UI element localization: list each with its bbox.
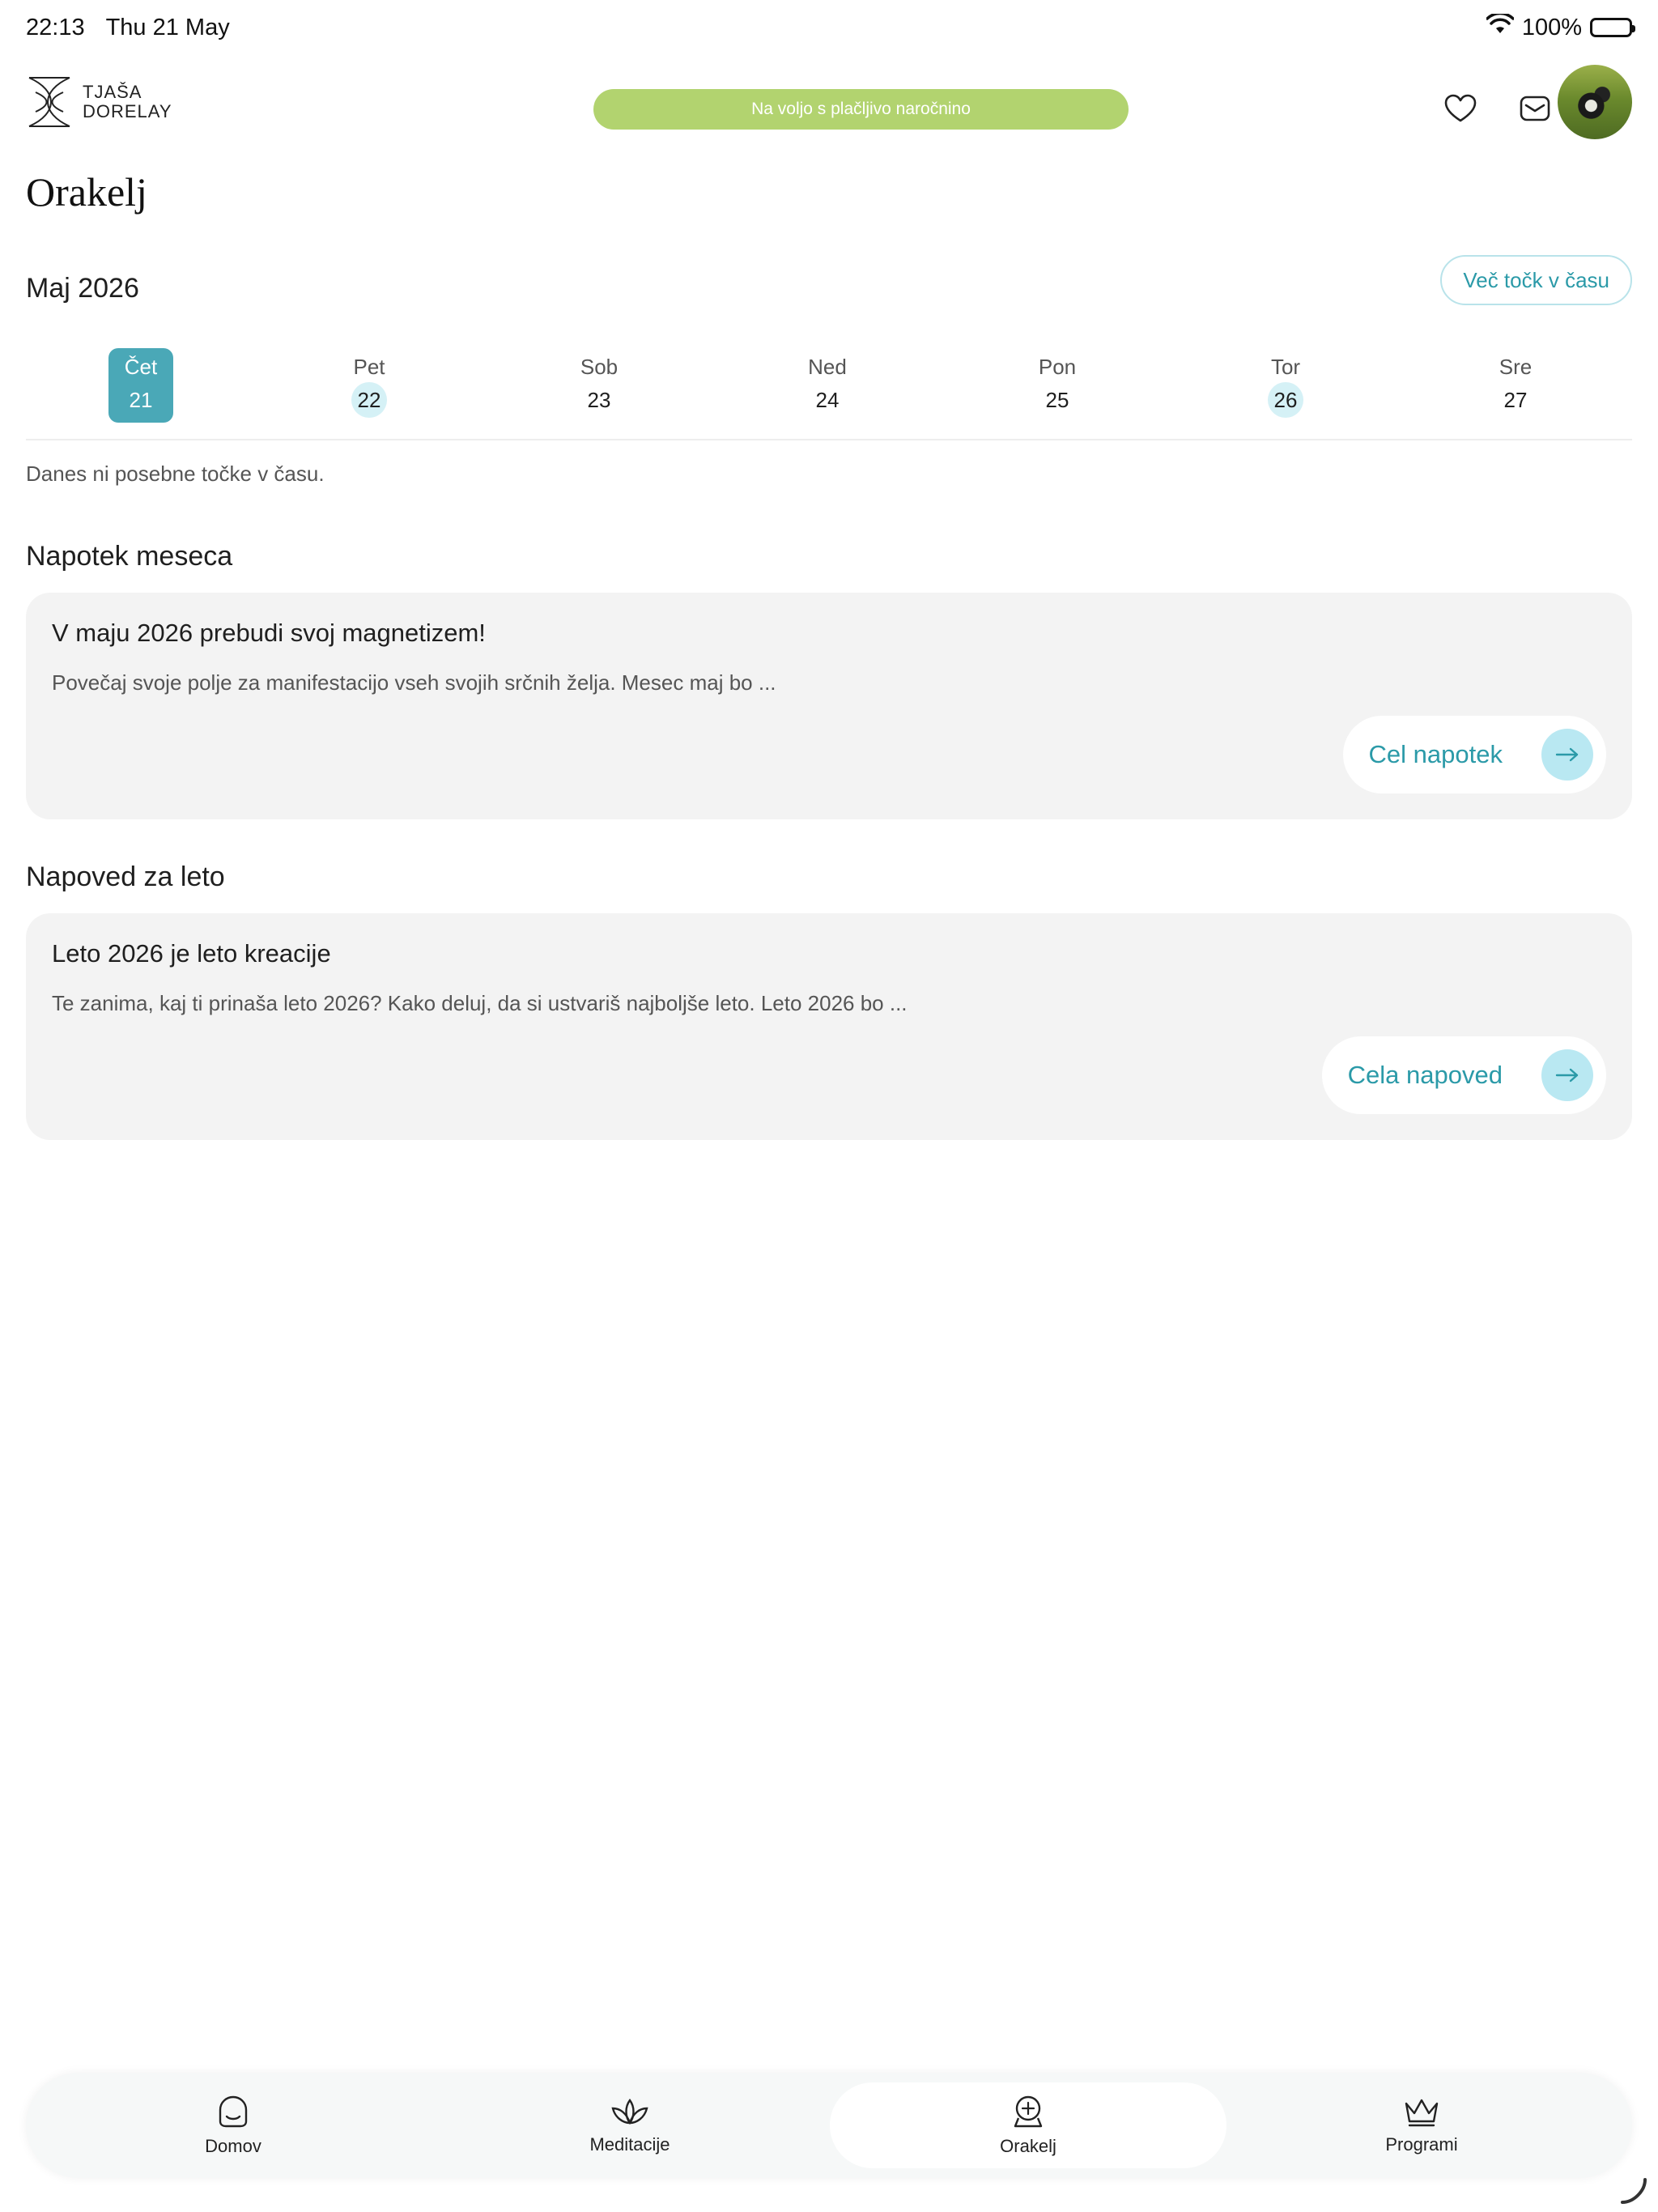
header bbox=[26, 65, 1632, 146]
logo-mark-icon bbox=[26, 74, 73, 130]
resize-handle-icon bbox=[1618, 2175, 1650, 2207]
full-forecast-button[interactable] bbox=[1322, 1036, 1606, 1114]
month-label: Maj 2026 bbox=[26, 273, 139, 304]
battery-icon bbox=[1590, 18, 1632, 37]
day-item[interactable] bbox=[337, 348, 402, 423]
no-time-point-note: Danes ni posebne točke v času. bbox=[26, 462, 325, 486]
favorites-button[interactable] bbox=[1439, 87, 1482, 130]
status-time: 22:13 bbox=[26, 14, 85, 40]
arrow-right-icon bbox=[1541, 729, 1593, 781]
subscription-badge[interactable]: Na voljo s plačljivo naročnino bbox=[593, 89, 1129, 130]
logo-line2: DORELAY bbox=[83, 101, 172, 121]
tab-meditations[interactable] bbox=[432, 2082, 828, 2168]
day-number: 23 bbox=[587, 388, 611, 412]
battery-percent: 100% bbox=[1521, 14, 1582, 40]
tab-oracle[interactable] bbox=[830, 2082, 1226, 2168]
day-item[interactable] bbox=[108, 348, 173, 423]
day-name: Čet bbox=[124, 355, 158, 379]
month-tip-title: V maju 2026 prebudi svoj magnetizem! bbox=[52, 619, 486, 647]
tab-home[interactable] bbox=[35, 2082, 432, 2168]
arrow-right-icon bbox=[1541, 1049, 1593, 1101]
day-number: 26 bbox=[1268, 382, 1303, 418]
crystal-ball-icon bbox=[1010, 2094, 1046, 2129]
month-tip-heading: Napotek meseca bbox=[26, 541, 233, 572]
day-name: Ned bbox=[808, 355, 847, 379]
messages-button[interactable] bbox=[1514, 87, 1556, 130]
day-item[interactable] bbox=[1025, 348, 1090, 423]
tab-label: Orakelj bbox=[1000, 2136, 1056, 2156]
logo-line1: TJAŠA bbox=[83, 82, 142, 102]
year-forecast-description: Te zanima, kaj ti prinaša leto 2026? Kako deluj, da si ustvariš najboljše leto. Leto 2026 bo ... bbox=[52, 991, 908, 1015]
day-number: 21 bbox=[129, 388, 153, 412]
tab-label: Domov bbox=[205, 2136, 261, 2156]
day-name: Sob bbox=[580, 355, 619, 379]
month-tip-description: Povečaj svoje polje za manifestacijo vseh svojih srčnih želja. Mesec maj bo ... bbox=[52, 670, 776, 695]
tab-bar bbox=[26, 2073, 1632, 2178]
day-number: 25 bbox=[1045, 388, 1069, 412]
day-item[interactable] bbox=[1253, 348, 1318, 423]
month-tip-card bbox=[26, 593, 1632, 819]
day-name: Sre bbox=[1499, 355, 1533, 379]
avatar[interactable] bbox=[1558, 65, 1632, 139]
month-row bbox=[26, 255, 1632, 305]
day-item[interactable] bbox=[795, 348, 860, 423]
day-number: 27 bbox=[1503, 388, 1528, 412]
day-item[interactable] bbox=[1483, 348, 1548, 423]
day-item[interactable] bbox=[567, 348, 631, 423]
day-name: Pet bbox=[353, 355, 385, 379]
day-name: Pon bbox=[1038, 355, 1077, 379]
full-forecast-label: Cela napoved bbox=[1347, 1061, 1503, 1089]
year-forecast-heading: Napoved za leto bbox=[26, 861, 225, 892]
wifi-icon bbox=[1486, 14, 1514, 41]
lotus-icon bbox=[610, 2095, 649, 2128]
tab-label: Programi bbox=[1385, 2134, 1458, 2155]
home-icon bbox=[215, 2094, 251, 2129]
logo[interactable] bbox=[26, 74, 172, 130]
mail-icon bbox=[1520, 96, 1550, 121]
full-tip-label: Cel napotek bbox=[1368, 740, 1503, 768]
tab-programs[interactable] bbox=[1223, 2082, 1620, 2168]
crown-icon bbox=[1403, 2095, 1440, 2128]
full-tip-button[interactable] bbox=[1343, 716, 1606, 793]
heart-icon bbox=[1444, 94, 1477, 123]
tab-label: Meditacije bbox=[589, 2134, 670, 2155]
year-forecast-title: Leto 2026 je leto kreacije bbox=[52, 939, 331, 968]
status-bar bbox=[26, 11, 1632, 44]
day-number: 24 bbox=[815, 388, 840, 412]
day-name: Tor bbox=[1270, 355, 1301, 379]
year-forecast-card bbox=[26, 913, 1632, 1140]
more-time-points-button[interactable]: Več točk v času bbox=[1440, 255, 1632, 305]
status-date: Thu 21 May bbox=[105, 14, 230, 40]
page-title: Orakelj bbox=[26, 169, 147, 215]
day-number: 22 bbox=[351, 382, 387, 418]
week-strip bbox=[26, 348, 1632, 440]
